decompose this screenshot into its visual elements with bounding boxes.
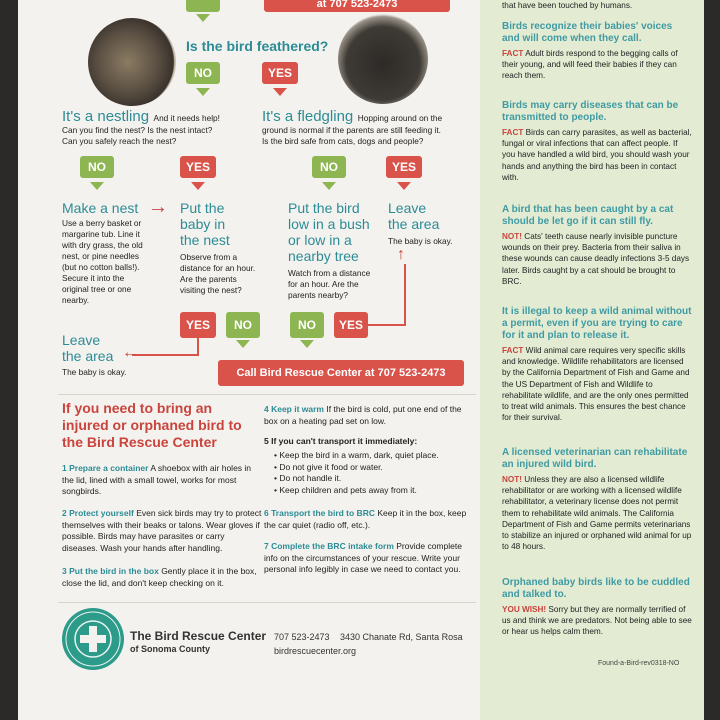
section-divider xyxy=(58,394,476,395)
fledgling-photo xyxy=(338,14,428,104)
myth-4-body: FACT Wild animal care requires very specific skills and knowledge. Wildlife rehabilitators are licensed by the California Department of Fish and Game and the US Department of Fish and Wildlife to rehabilitate wildlife, and are the only ones permitted to treat wild animals. This ensures the best chance for their survival. xyxy=(502,346,690,423)
myth-4-label: FACT xyxy=(502,346,524,355)
myth-5-body: NOT! Unless they are also a licensed wildlife rehabilitator or are working with a licensed wildlife rehabilitator, a veterinary license does not permit them to rehabilitate wild animals. The California Department of Fish and Game permits veterinarians to stabilize an injured or orphaned wild animal for up to 48 hours. xyxy=(502,475,692,552)
myth-5-label: NOT! xyxy=(502,475,523,484)
myth-1-label: FACT xyxy=(502,49,524,58)
put-baby-title: Put the baby in the nest xyxy=(180,200,230,248)
leave-right-body: The baby is okay. xyxy=(388,236,453,246)
nestling-q1: Can you find the nest? Is the nest intact? xyxy=(62,125,213,135)
myth-2-heading: Birds may carry diseases that can be transmitted to people. xyxy=(502,100,679,123)
arrow-left-icon: ← xyxy=(122,344,138,361)
feathered-no-box: NO xyxy=(186,62,220,84)
myth-5-heading: A licensed veterinarian can rehabilitate an injured wild bird. xyxy=(502,447,688,470)
fledgling-heading: It's a fledgling Hopping around on the xyxy=(262,108,443,125)
step-7: 7 Complete the BRC intake form Provide complete info on the circumstances of your rescue. Write your personal info legibly in case we need to contact you. xyxy=(264,541,462,574)
myth-3-label: NOT! xyxy=(502,232,523,241)
visit-no-box: NO xyxy=(226,312,260,338)
chevron-down-icon xyxy=(196,14,210,22)
leave-left-body: The baby is okay. xyxy=(62,367,127,377)
top-call-banner: at 707 523-2473 xyxy=(264,0,450,12)
step-2: 2 Protect yourself Even sick birds may try to protect themselves with their beaks or talons. Wear gloves if possible. Birds may have parasites or carry diseases. Wash your hands after handling. xyxy=(62,508,262,553)
chevron-down-icon xyxy=(397,182,411,190)
call-rescue-banner: Call Bird Rescue Center at 707 523-2473 xyxy=(218,360,464,386)
section-divider xyxy=(58,602,476,603)
put-bird-title: Put the bird low in a bush or low in a nearby tree xyxy=(288,200,370,264)
step-4: 4 Keep it warm If the bird is cold, put one end of the box on a heating pad set on low. xyxy=(264,404,462,426)
myth-6-label: YOU WISH! xyxy=(502,605,547,614)
fledgling-line2: ground is normal if the parents are still feeding it. xyxy=(262,125,441,135)
chevron-down-icon xyxy=(273,88,287,96)
myth-6-body: YOU WISH! Sorry but they are normally terrified of us and think we are predators. Not being able to see or hear us helps calm them. xyxy=(502,605,692,637)
footer-phone: 707 523-2473 xyxy=(274,632,330,642)
safe-no-box: NO xyxy=(312,156,346,178)
list-item: • Do not give it food or water. xyxy=(274,461,383,472)
list-item: • Keep the bird in a warm, dark, quiet place. xyxy=(274,450,439,460)
arrow-right-icon: → xyxy=(148,196,168,218)
nestling-heading: It's a nestling And it needs help! xyxy=(62,108,220,125)
chevron-down-icon xyxy=(196,88,210,96)
myth-3-heading: A bird that has been caught by a cat should be let go if it can still fly. xyxy=(502,204,674,227)
myth-2-body: FACT Birds can carry parasites, as well as bacterial, fungal or viral infections that can affect people. If you have handled a wild bird, you should wash your hands and anything the bird has been in contact with. xyxy=(502,128,692,182)
myth-1-heading: Birds recognize their babies' voices and will come when they call. xyxy=(502,21,673,44)
nestling-photo xyxy=(88,18,176,106)
put-bird-body: Watch from a distance for an hour. Are the parents nearby? xyxy=(288,268,371,300)
footer-website[interactable]: birdrescuecenter.org xyxy=(274,646,357,656)
connector-line xyxy=(368,324,406,326)
org-name: The Bird Rescue Center xyxy=(130,629,267,643)
visit-yes-box: YES xyxy=(180,312,216,338)
step-5-list xyxy=(274,450,474,496)
myths-sidebar xyxy=(480,0,704,720)
step-1: 1 Prepare a container A shoebox with air holes in the lid, lined with a small towel, works for most songbirds. xyxy=(62,463,252,496)
nest-no-box: NO xyxy=(80,156,114,178)
footer-address: 3430 Chanate Rd, Santa Rosa xyxy=(340,632,463,642)
make-nest-title: Make a nest xyxy=(62,200,139,216)
flyer-page xyxy=(18,0,704,720)
fledgling-line3: Is the bird safe from cats, dogs and people? xyxy=(262,136,424,146)
feathered-yes-box: YES xyxy=(262,62,298,84)
safe-yes-box: YES xyxy=(386,156,422,178)
myth-1-body: FACT Adult birds respond to the begging calls of their young, and will feed their babies if they can reach them. xyxy=(502,49,678,81)
leave-left-title: Leave the area xyxy=(62,332,114,364)
chevron-down-icon xyxy=(236,340,250,348)
question-feathered: Is the bird feathered? xyxy=(186,38,329,54)
bring-heading: If you need to bring an injured or orphaned bird to the Bird Rescue Center xyxy=(62,400,242,450)
connector-line xyxy=(404,264,406,326)
myth-2-label: FACT xyxy=(502,128,524,137)
put-baby-body: Observe from a distance for an hour. Are the parents visiting the nest? xyxy=(180,252,256,295)
leave-right-title: Leave the area xyxy=(388,200,440,232)
step-6: 6 Transport the bird to BRC Keep it in the box, keep the car quiet (radio off, etc.). xyxy=(264,508,467,530)
make-nest-body: Use a berry basket or margarine tub. Line it with dry grass, the old nest, or pine needles (but no cotton balls!). Secure it into the original tree or one nearby. xyxy=(62,218,143,305)
chevron-down-icon xyxy=(300,340,314,348)
arrow-up-icon: ↑ xyxy=(397,246,405,263)
top-partial-green-box xyxy=(186,0,220,12)
list-item: • Keep children and pets away from it. xyxy=(274,484,417,495)
step-3: 3 Put the bird in the box Gently place it in the box, close the lid, and don't keep checking on it. xyxy=(62,566,257,588)
logo xyxy=(62,608,124,670)
chevron-down-icon xyxy=(191,182,205,190)
sidebar-top-text: that have been touched by humans. xyxy=(502,1,633,10)
nearby-yes-box: YES xyxy=(334,312,368,338)
list-item: • Do not handle it. xyxy=(274,473,342,483)
form-code: Found-a-Bird-rev0318-NO xyxy=(598,660,680,667)
connector-line xyxy=(132,354,199,356)
myth-3-body: NOT! Cats' teeth cause nearly invisible puncture wounds on their prey. Bacteria from their saliva in these wounds can cause deadly infections 3-5 days later. Birds caught by a cat should be brought to BRC. xyxy=(502,232,690,286)
nest-yes-box: YES xyxy=(180,156,216,178)
step-5-title: 5 If you can't transport it immediately: xyxy=(264,436,418,446)
nearby-no-box: NO xyxy=(290,312,324,338)
nestling-q2: Can you safely reach the nest? xyxy=(62,136,177,146)
logo-cross-icon xyxy=(62,608,124,670)
org-name-line2: of Sonoma County xyxy=(130,644,210,654)
myth-6-heading: Orphaned baby birds like to be cuddled and talked to. xyxy=(502,577,690,600)
chevron-down-icon xyxy=(322,182,336,190)
myth-4-heading: It is illegal to keep a wild animal without a permit, even if you are trying to care for it and plan to release it. xyxy=(502,306,692,341)
chevron-down-icon xyxy=(90,182,104,190)
